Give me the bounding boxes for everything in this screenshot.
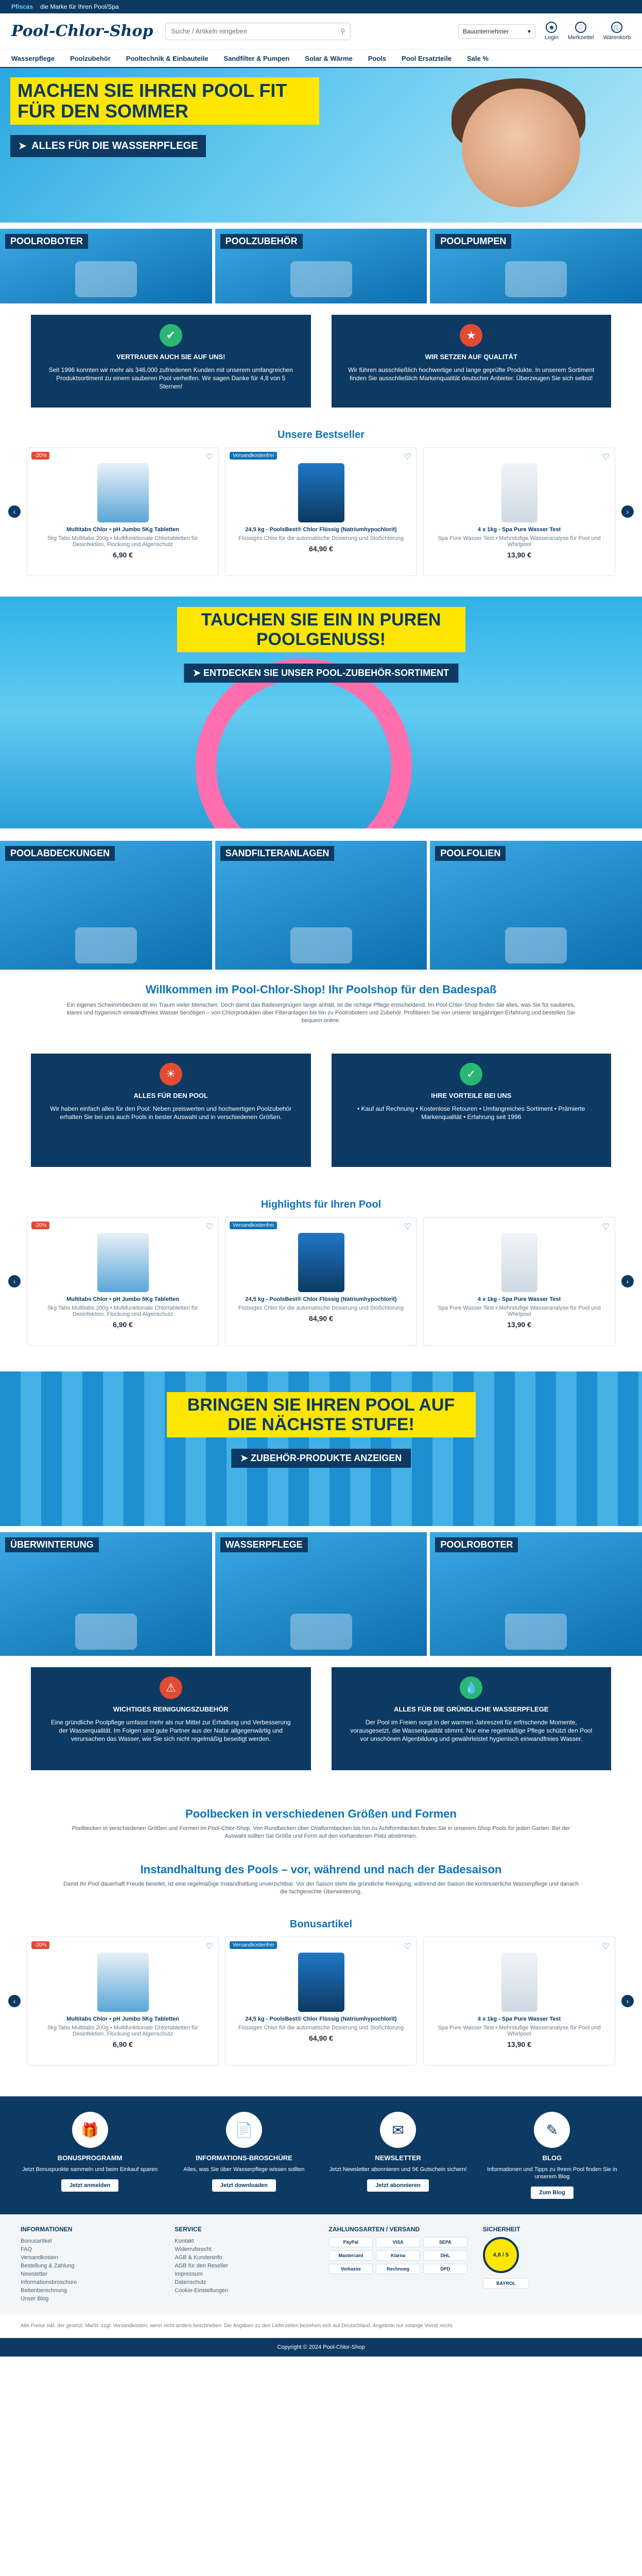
welcome-text: Ein eigenes Schwimmbecken ist ein Traum vieler Menschen. Doch damit das Badevergnügen lange anhält, ist die richtige Pflege entscheidend. Im Pool-Chlor-Shop finden Sie alles, was Sie für sauberes, klares und hygienisch einwandfreies Wasser benötigen – von Chlorprodukten über Filteranlagen bis hin zu Poolrobotern und Zubehör. Profitieren Sie von unserer langjährigen Erfahrung und bestellen Sie bequem online. [66,1002,576,1024]
category-tile[interactable]: SANDFILTERANLAGEN [215,841,427,970]
nav-item[interactable]: Pool Ersatzteile [402,54,452,62]
product-image [298,463,344,522]
payment-logo: Klarna [376,2250,420,2261]
login-button[interactable]: ☻ Login [545,22,559,41]
payment-logo: Mastercard [329,2250,373,2261]
category-tiles [0,223,642,303]
discount-badge: -20% [31,452,49,460]
arrow-right-icon: ➤ [19,141,27,151]
bonus-title: Bonusartikel [289,1919,353,1930]
payment-logo: PayPal [329,2237,373,2247]
next-arrow-icon[interactable]: › [621,1995,634,2007]
category-tile[interactable]: POOLPUMPEN [430,229,642,303]
document-icon: 📄 [226,2112,262,2148]
footer-link[interactable]: Unser Blog [21,2296,49,2302]
chevron-down-icon: ▾ [527,27,531,35]
hero-banner[interactable] [0,68,642,223]
welcome-section [0,970,642,1038]
header [0,13,642,49]
footer-link[interactable]: Bonusartikel [21,2238,52,2244]
gift-icon: 🎁 [72,2112,108,2148]
footer-info-col: INFORMATIONEN Bonusartikel FAQ Versandkosten Bestellung & Zahlung Newsletter Informationsbroschüre Bettenberechnung Unser Blog [21,2226,159,2303]
logo[interactable]: Pool-Chlor-Shop [11,22,153,40]
footer-link[interactable]: AGB für den Reseller [175,2263,229,2269]
footer-link[interactable]: Bettenberechnung [21,2287,67,2294]
cart-button[interactable]: 🛒 Warenkorb [603,22,631,41]
award-icon: ★ [460,324,482,347]
product-price: 13,90 € [507,551,531,559]
category-tile[interactable]: POOLROBOTER [0,229,212,303]
banner-cta-button[interactable]: ➤ ZUBEHÖR-PRODUKTE ANZEIGEN [231,1449,411,1468]
footer-link[interactable]: Bestellung & Zahlung [21,2263,75,2269]
blog-icon: ✎ [534,2112,570,2148]
product-card[interactable]: -20% ♡ Multitabs Chlor • pH Jumbo 5Kg Tabletten 5kg Tabs Multitabs 200g • Multifunktionale Chlortabletten für Desinfektion, Flockung und Algenschutz 6,90 € [27,1937,219,2065]
nav-item[interactable]: Poolzubehör [70,54,111,62]
footer-link[interactable]: Datenschutz [175,2279,206,2285]
category-tiles [0,1526,642,1656]
newsletter-button[interactable]: Jetzt abonnieren [367,2179,428,2192]
payment-logo: Rechnung [376,2264,420,2274]
footer-link[interactable]: FAQ [21,2246,32,2252]
highlights-carousel [0,1217,642,1346]
prev-arrow-icon[interactable]: ‹ [8,1275,21,1287]
hero-image [462,89,580,207]
wishlist-heart-icon[interactable]: ♡ [404,1223,411,1231]
section-heading: Instandhaltung des Pools – vor, während und nach der Badesaison [140,1863,502,1876]
service-brochure: 📄 INFORMATIONS-BROSCHÜRE Alles, was Sie über Wasserpflege wissen sollten Jetzt downloaden [175,2112,313,2199]
category-tile[interactable]: POOLABDECKUNGEN [0,841,212,970]
bonus-button[interactable]: Jetzt anmelden [61,2179,118,2192]
footer-link[interactable]: Newsletter [21,2271,47,2277]
payment-logo: VISA [376,2237,420,2247]
wishlist-heart-icon[interactable]: ♡ [205,453,213,462]
product-card[interactable]: Versandkostenfrei ♡ 24,5 kg - PoolsBest® Chlor Flüssig (Natriumhypochlorit) Flüssiges Chlor für die automatische Dosierung und Stoßchlorung 64,90 € [225,447,417,576]
prev-arrow-icon[interactable]: ‹ [8,505,21,518]
cart-icon: 🛒 [611,22,622,33]
legal-text: Alle Preise inkl. der gesetzl. MwSt. zzgl. Versandkosten, wenn nicht anders beschrieben. Die Angaben zu den Lieferzeiten beziehen sich auf Deutschland. Angebote nur solange Vorrat reicht. [21,2323,454,2329]
pool-icon: ☀ [160,1063,182,1086]
footer-security-col: SICHERHEIT 4,8 / 5 BAYROL [483,2226,621,2303]
shipping-badge: Versandkostenfrei [230,452,277,460]
prev-arrow-icon[interactable]: ‹ [8,1995,21,2007]
nav-item[interactable]: Pooltechnik & Einbauteile [126,54,209,62]
wishlist-heart-icon[interactable]: ♡ [205,1942,213,1951]
nav-item[interactable]: Solar & Wärme [305,54,353,62]
search-box[interactable] [165,23,351,40]
nav-item[interactable]: Sale % [466,54,489,62]
copyright: Copyright © 2024 Pool-Chlor-Shop [0,2338,642,2357]
topbar-claim: die Marke für Ihren Pool/Spa [40,3,119,10]
arrow-right-icon: ➤ [193,668,201,678]
payment-logo: SEPA [423,2237,467,2247]
main-nav [0,49,642,68]
trust-box: ✔ VERTRAUEN AUCH SIE AUF UNS! Seit 1996 konnten wir mehr als 346.000 zufriedenen Kunden mit unserem umfangreichen Produktsortiment zu einem sauberen Pool verhelfen. Wir sagen Danke für 4,8 von 5 Sternen! [31,315,311,408]
service-blog: ✎ BLOG Informationen und Tipps zu Ihrem Pool finden Sie in unserem Blog Zum Blog [483,2112,621,2199]
drop-icon: 💧 [460,1676,482,1699]
footer-link[interactable]: Cookie-Einstellungen [175,2287,229,2294]
product-card[interactable]: ♡ 4 x 1kg - Spa Pure Wasser Test Spa Pure Wasser Test • Mehrstufige Wasseranalyse für Pool und Whirlpool 13,90 € [423,1937,615,2065]
footer-link[interactable]: Widerrufsrecht [175,2246,212,2252]
bayrol-logo: BAYROL [483,2278,529,2289]
care-section [0,1656,642,1782]
product-card[interactable]: -20% ♡ Multitabs Chlor • pH Jumbo 5Kg Tabletten 5kg Tabs Multitabs 200g • Multifunktionale Chlortabletten für Desinfektion, Flockung und Algenschutz 6,90 € [27,447,219,576]
highlights-title: Highlights für Ihren Pool [261,1199,381,1210]
text-section: Instandhaltung des Pools – vor, während und nach der Badesaison Damit Ihr Pool dauerhaft Freude bereitet, ist eine regelmäßige Instandhaltung unverzichtbar. Vor der Saison steht die gründliche Reinigung, während der Saison die kontinuierliche Wasserpflege und danach die fachgerechte Überwinterung. [0,1848,642,1903]
category-tile[interactable]: POOLZUBEHÖR [215,229,427,303]
nav-item[interactable]: Pools [368,54,387,62]
wishlist-heart-icon[interactable]: ♡ [205,1223,213,1231]
topbar-brand: Pfiscas [11,3,33,10]
next-arrow-icon[interactable]: › [621,505,634,518]
wishlist-heart-icon[interactable]: ♡ [404,1942,411,1951]
footer-links [0,2214,642,2314]
account-select[interactable]: Bauunternehmer ▾ [458,24,535,39]
product-card[interactable]: Versandkostenfrei ♡ 24,5 kg - PoolsBest® Chlor Flüssig (Natriumhypochlorit) Flüssiges Chlor für die automatische Dosierung und Stoßchlorung 64,90 € [225,1937,417,2065]
pool-banner[interactable] [0,597,642,828]
trust-section [0,303,642,419]
wishlist-heart-icon[interactable]: ♡ [404,453,411,462]
product-card[interactable]: Versandkostenfrei ♡ 24,5 kg - PoolsBest® Chlor Flüssig (Natriumhypochlorit) Flüssiges Chlor für die automatische Dosierung und Stoßchlorung 64,90 € [225,1217,417,1346]
next-arrow-icon[interactable]: › [621,1275,634,1287]
hero-cta-button[interactable]: ➤ ALLES FÜR DIE WASSERPFLEGE [10,135,206,157]
footer-link[interactable]: Impressum [175,2271,203,2277]
wishlist-heart-icon[interactable]: ♡ [602,453,610,462]
hero-title: MACHEN SIE IHREN POOL FIT FÜR DEN SOMMER [10,77,319,125]
footer-payment-col: ZAHLUNGSARTEN / VERSAND PayPal VISA SEPA Mastercard Klarna DHL Vorkasse Rechnung DPD [329,2226,467,2303]
watercare-box: 💧 ALLES FÜR DIE GRÜNDLICHE WASSERPFLEGE Der Pool im Freien sorgt in der warmen Jahreszeit für erfrischende Momente, vorausgesetzt, die Wasserqualität stimmt. Nur eine regelmäßige Pflege schützt den Pool vor unschönen Algenbildung und gewährleistet hygienisch einwandfreies Wasser. [332,1667,612,1770]
wishlist-button[interactable]: ♡ Merkzettel [568,22,594,41]
banner-title: BRINGEN SIE IHREN POOL AUF DIE NÄCHSTE STUFE! [167,1392,476,1437]
blog-button[interactable]: Zum Blog [531,2187,574,2199]
product-price: 64,90 € [309,545,333,553]
cleaning-box: ⚠ WICHTIGES REINIGUNGSZUBEHÖR Eine gründliche Poolpflege umfasst mehr als nur Mittel zur Erhaltung und Verbesserung der Wasserqualität. Im Folgen sind gute Partner aus der Natur allgegenwärtig und verursachen das Wasser, wie Sie sich nicht regelmäßig beseitigt werden. [31,1667,311,1770]
text-section: Poolbecken in verschiedenen Größen und Formen Poolbecken in verschiedenen Größen und Formen im Pool-Chlor-Shop. Von Rundbecken über Ovalformbecken bis hin zu Achtformbecken finden Sie in unserem Shop Pools für jeden Garten. Bei der Auswahl sollten Sie Größe und Form auf den vorhandenen Platz abstimmen. [0,1782,642,1848]
banner-cta-button[interactable]: ➤ ENTDECKEN SIE UNSER POOL-ZUBEHÖR-SORTIMENT [184,664,458,683]
banner-title: TAUCHEN SIE EIN IN PUREN POOLGENUSS! [177,607,465,652]
mail-icon: ✉ [380,2112,416,2148]
section-heading: Poolbecken in verschiedenen Größen und Formen [185,1807,457,1820]
payment-logo: DHL [423,2250,467,2261]
search-input[interactable] [171,27,340,35]
quality-box: ★ WIR SETZEN AUF QUALITÄT Wir führen ausschließlich hochwertige und lange geprüfte Produkte. In unserem Sortiment finden Sie ausschließlich Markenqualität deutscher Anbieter. Überzeugen Sie sich selbst! [332,315,612,408]
product-image [501,463,537,522]
thumbs-up-icon: ✓ [460,1063,482,1086]
category-tiles [0,828,642,970]
wishlist-heart-icon[interactable]: ♡ [602,1942,610,1951]
footer-service-col: SERVICE Kontakt Widerrufsrecht AGB & Kundeninfo AGB für den Reseller Impressum Datenschutz Cookie-Einstellungen [175,2226,313,2303]
category-tile[interactable]: WASSERPFLEGE [215,1532,427,1656]
payment-logo: Vorkasse [329,2264,373,2274]
warning-icon: ⚠ [160,1676,182,1699]
category-tile[interactable]: POOLFOLIEN [430,841,642,970]
heart-icon: ♡ [575,22,586,33]
arrow-right-icon: ➤ [240,1453,248,1463]
footer-link[interactable]: Informationsbroschüre [21,2279,77,2285]
wishlist-heart-icon[interactable]: ♡ [602,1223,610,1231]
download-button[interactable]: Jetzt downloaden [212,2179,276,2192]
nav-item[interactable]: Sandfilter & Pumpen [223,54,290,62]
pool-box: ☀ ALLES FÜR DEN POOL Wir haben einfach alles für den Pool: Neben preiswerten und hochwertigen Poolzubehör erhalten Sie bei uns auch Pools in bester Auswahl und in verschiedenen Größen. [31,1054,311,1167]
bonus-carousel [0,1937,642,2065]
footer-link[interactable]: AGB & Kundeninfo [175,2255,222,2261]
footer-link[interactable]: Versandkosten [21,2255,58,2261]
welcome-title: Willkommen im Pool-Chlor-Shop! Ihr Poolshop für den Badespaß [145,983,497,996]
top-bar [0,0,642,13]
user-icon: ☻ [546,22,557,33]
check-icon: ✔ [160,324,182,347]
nav-item[interactable]: Wasserpflege [11,54,55,62]
service-bonus: 🎁 BONUSPROGRAMM Jetzt Bonuspunkte sammeln und beim Einkauf sparen Jetzt anmelden [21,2112,159,2199]
upgrade-banner[interactable] [0,1371,642,1526]
search-icon[interactable]: ⚲ [340,27,345,35]
category-tile[interactable]: POOLROBOTER [430,1532,642,1656]
benefits-box: ✓ IHRE VORTEILE BEI UNS • Kauf auf Rechnung • Kostenlose Retouren • Umfangreiches Sortiment • Prämierte Markenqualität • Erfahrung seit 1996 [332,1054,612,1167]
footer-link[interactable]: Kontakt [175,2238,194,2244]
product-card[interactable]: ♡ 4 x 1kg - Spa Pure Wasser Test Spa Pure Wasser Test • Mehrstufige Wasseranalyse für Pool und Whirlpool 13,90 € [423,1217,615,1346]
rating-seal[interactable]: 4,8 / 5 [483,2237,519,2273]
bestseller-carousel [0,447,642,576]
bestseller-title: Unsere Bestseller [277,429,365,440]
footer-services [0,2096,642,2214]
service-newsletter: ✉ NEWSLETTER Jetzt Newsletter abonnieren und 5€ Gutschein sichern! Jetzt abonnieren [329,2112,467,2199]
advantages-section [0,1038,642,1178]
product-price: 6,90 € [113,551,133,559]
category-tile[interactable]: ÜBERWINTERUNG [0,1532,212,1656]
product-card[interactable]: -20% ♡ Multitabs Chlor • pH Jumbo 5Kg Tabletten 5kg Tabs Multitabs 200g • Multifunktionale Chlortabletten für Desinfektion, Flockung und Algenschutz 6,90 € [27,1217,219,1346]
product-image [97,463,149,522]
product-card[interactable]: ♡ 4 x 1kg - Spa Pure Wasser Test Spa Pure Wasser Test • Mehrstufige Wasseranalyse für Pool und Whirlpool 13,90 € [423,447,615,576]
payment-logo: DPD [423,2264,467,2274]
